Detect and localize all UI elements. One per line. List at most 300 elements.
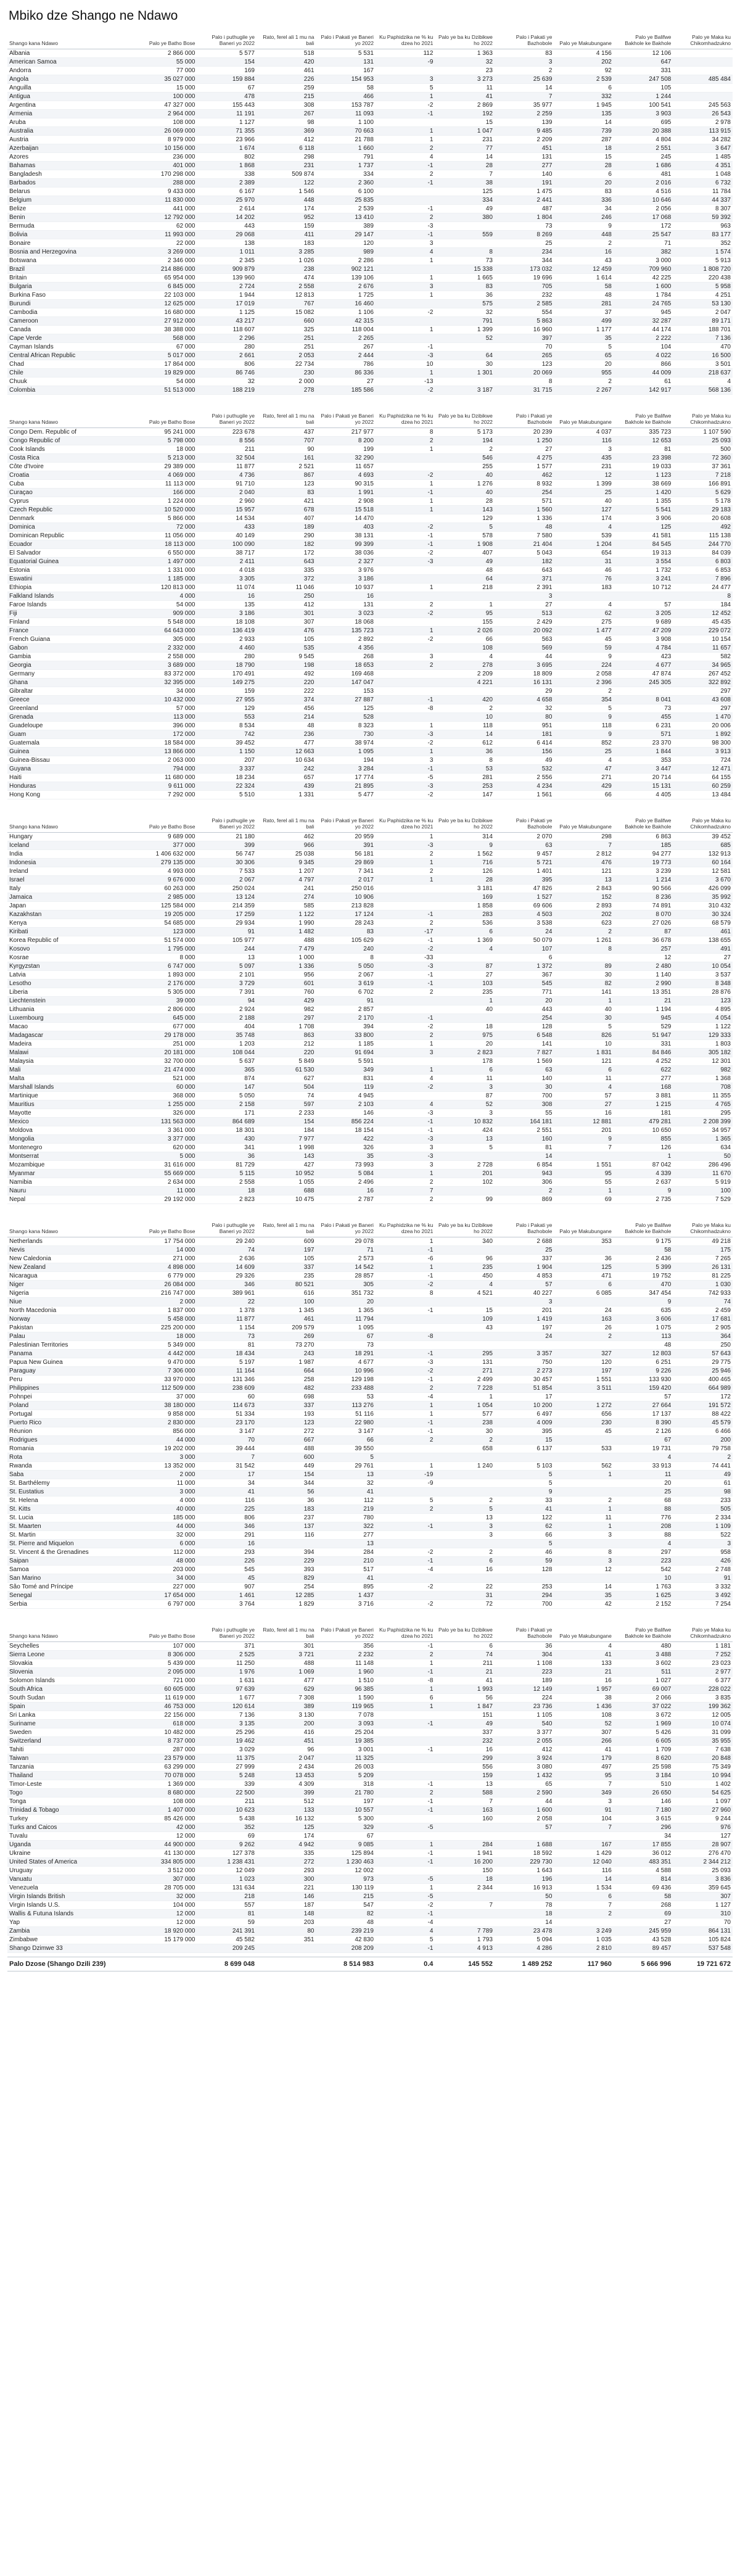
table-cell: 241 <box>257 885 316 893</box>
country-name: Myanmar <box>7 1170 138 1178</box>
country-name: Korea Republic of <box>7 936 138 945</box>
country-name: Georgia <box>7 661 138 670</box>
country-table <box>7 1220 733 1609</box>
table-cell: 1 363 <box>435 49 494 58</box>
country-name: Niue <box>7 1298 138 1307</box>
table-cell: 448 <box>554 231 613 239</box>
column-header: Ku Paphidzika ne % ku dzea ho 2021 <box>376 411 435 428</box>
table-cell: 2 <box>495 67 554 75</box>
table-cell: 19 731 <box>614 1445 673 1453</box>
table-cell: 397 <box>495 334 554 343</box>
table-cell: 7 078 <box>316 1711 375 1720</box>
table-row <box>7 1583 733 1591</box>
table-cell: 5 178 <box>673 497 733 506</box>
table-row <box>7 867 733 876</box>
country-name: Belize <box>7 205 138 213</box>
table-cell: 616 <box>257 1289 316 1298</box>
header-row <box>7 411 733 428</box>
total-cell: 5 666 996 <box>614 1957 673 1971</box>
table-cell: 2 170 <box>316 1014 375 1023</box>
table-cell: -1 <box>376 1427 435 1436</box>
table-cell: 1 331 <box>257 791 316 799</box>
table-cell: 2 053 <box>257 352 316 360</box>
table-row <box>7 1410 733 1419</box>
table-cell: 5 913 <box>673 257 733 265</box>
table-row <box>7 1867 733 1875</box>
table-cell: 2 539 <box>316 205 375 213</box>
table-cell: 70 <box>197 1436 256 1445</box>
table-row <box>7 110 733 118</box>
table-cell: 3 672 <box>614 1711 673 1720</box>
table-cell: 67 <box>614 1436 673 1445</box>
table-cell: 1 369 000 <box>138 1780 197 1789</box>
table-cell: 351 732 <box>316 1289 375 1298</box>
table-cell: 66 <box>495 1531 554 1540</box>
table-cell: 112 509 000 <box>138 1384 197 1393</box>
table-row <box>7 75 733 84</box>
country-name: Ethiopia <box>7 584 138 592</box>
table-cell: 16 <box>197 592 256 601</box>
country-name: Senegal <box>7 1591 138 1600</box>
table-cell: 2 <box>376 213 435 222</box>
country-name: Zambia <box>7 1927 138 1936</box>
table-cell: 3 <box>673 1540 733 1548</box>
table-cell: 1 075 <box>614 1324 673 1332</box>
table-cell: 2 823 <box>435 1049 494 1057</box>
table-cell: 909 000 <box>138 609 197 618</box>
table-cell: 14 <box>554 1875 613 1884</box>
table-row <box>7 101 733 110</box>
table-row <box>7 136 733 144</box>
table-row <box>7 1496 733 1505</box>
country-name: Guadeloupe <box>7 722 138 730</box>
table-cell: -9 <box>376 1479 435 1488</box>
table-row <box>7 1694 733 1703</box>
table-cell: 8 348 <box>673 980 733 988</box>
table-cell: 14 <box>495 84 554 93</box>
table-cell: 50 <box>673 1152 733 1161</box>
table-cell: -1 <box>376 1642 435 1651</box>
table-row <box>7 575 733 584</box>
table-cell: 71 <box>614 239 673 248</box>
table-cell: 211 <box>197 1798 256 1806</box>
table-cell: 9 226 <box>614 1367 673 1376</box>
table-cell: 221 <box>257 1884 316 1893</box>
table-cell: 2 017 <box>316 876 375 885</box>
table-cell: 86 336 <box>316 369 375 378</box>
table-cell: 22 156 000 <box>138 1711 197 1720</box>
header-row <box>7 1625 733 1642</box>
table-cell: 215 <box>316 1893 375 1901</box>
table-cell: 399 <box>257 1789 316 1798</box>
table-cell: 185 <box>614 841 673 850</box>
country-name: Philippines <box>7 1384 138 1393</box>
table-cell: 3 721 <box>257 1651 316 1659</box>
table-cell: -17 <box>376 928 435 936</box>
table-cell: 23 170 <box>197 1419 256 1427</box>
table-cell: 108 <box>554 1711 613 1720</box>
table-cell: 113 <box>614 1332 673 1341</box>
table-cell: 3 <box>435 1083 494 1092</box>
table-cell: 201 <box>554 1126 613 1135</box>
table-cell: 295 <box>435 1350 494 1358</box>
table-cell: 55 000 <box>138 58 197 67</box>
table-cell: 8 200 <box>316 437 375 445</box>
table-cell: 2 823 <box>197 1195 256 1204</box>
table-cell: 536 <box>435 919 494 928</box>
table-cell: 38 669 <box>614 480 673 489</box>
country-name: Uganda <box>7 1841 138 1849</box>
table-cell: 12 881 <box>554 1118 613 1126</box>
table-cell: 2 843 <box>554 885 613 893</box>
table-cell: 955 <box>554 369 613 378</box>
country-name: Namibia <box>7 1178 138 1187</box>
table-cell: 254 <box>257 1583 316 1591</box>
country-name: Seychelles <box>7 1642 138 1651</box>
table-cell: 105 629 <box>316 936 375 945</box>
table-cell: 59 <box>197 1918 256 1927</box>
table-cell: 100 <box>257 1298 316 1307</box>
table-cell: 2 346 000 <box>138 257 197 265</box>
table-cell: 10 712 <box>614 584 673 592</box>
table-cell: 159 <box>435 1772 494 1780</box>
table-cell: 51 947 <box>614 1031 673 1040</box>
table-cell: 257 <box>614 945 673 954</box>
table-cell <box>435 1823 494 1832</box>
country-name: Niger <box>7 1281 138 1289</box>
table-cell: 12 <box>554 471 613 480</box>
table-cell: 8 070 <box>614 910 673 919</box>
table-cell: 1 803 <box>673 1040 733 1049</box>
country-name: North Macedonia <box>7 1307 138 1315</box>
table-cell: 4 275 <box>495 454 554 463</box>
table-cell: 57 <box>495 1823 554 1832</box>
table-cell: 10 832 <box>435 1118 494 1126</box>
table-cell: 65 954 000 <box>138 274 197 283</box>
table-cell: 814 <box>614 1875 673 1884</box>
column-header: Ku Paphidzika ne % ku dzea ho 2021 <box>376 1625 435 1642</box>
table-cell: 2 869 <box>435 101 494 110</box>
table-row <box>7 1936 733 1944</box>
table-cell: 1 534 <box>554 1884 613 1893</box>
table-cell: -1 <box>376 1350 435 1358</box>
table-cell: 780 <box>316 1514 375 1522</box>
table-cell: 1 990 <box>257 919 316 928</box>
table-cell: 152 <box>554 893 613 902</box>
table-cell: 1 674 <box>197 144 256 153</box>
table-cell: 2 459 <box>673 1307 733 1315</box>
table-cell: 2 634 000 <box>138 1178 197 1187</box>
table-cell: 38 717 <box>197 549 256 558</box>
table-row <box>7 841 733 850</box>
table-cell: 73 <box>197 1332 256 1341</box>
country-name: Madeira <box>7 1040 138 1049</box>
table-cell: 19 385 <box>316 1737 375 1746</box>
table-cell: 700 <box>495 1092 554 1100</box>
table-cell: 791 <box>316 153 375 162</box>
country-name: Slovenia <box>7 1668 138 1677</box>
table-cell: 12 000 <box>138 1918 197 1927</box>
table-cell: 826 <box>554 1031 613 1040</box>
table-cell: 277 <box>316 1531 375 1540</box>
table-cell: 239 219 <box>316 1927 375 1936</box>
table-cell: 34 <box>554 205 613 213</box>
country-name: Colombia <box>7 386 138 395</box>
table-cell: 104 <box>554 1815 613 1823</box>
table-cell: 198 <box>257 661 316 670</box>
table-cell: 12 005 <box>673 1711 733 1720</box>
table-cell: 1 837 000 <box>138 1307 197 1315</box>
table-cell: 18 108 <box>197 618 256 627</box>
table-cell: 18 291 <box>316 1350 375 1358</box>
table-cell: 245 <box>614 153 673 162</box>
table-row <box>7 687 733 696</box>
table-cell: 202 <box>554 58 613 67</box>
table-cell: 6 <box>554 170 613 179</box>
table-cell: 214 <box>257 713 316 722</box>
table-cell: 325 <box>257 326 316 334</box>
table-row <box>7 748 733 756</box>
table-cell: 4 797 <box>257 876 316 885</box>
country-name: Benin <box>7 213 138 222</box>
table-cell: 553 <box>197 713 256 722</box>
table-cell: 1 725 <box>316 291 375 300</box>
table-cell <box>376 1832 435 1841</box>
table-cell: 73 <box>614 704 673 713</box>
country-name: Cape Verde <box>7 334 138 343</box>
table-cell: 1 035 <box>554 1936 613 1944</box>
table-cell: 563 <box>495 635 554 644</box>
table-row <box>7 540 733 549</box>
table-cell: 142 917 <box>614 386 673 395</box>
table-cell: 2 558 000 <box>138 653 197 661</box>
table-row <box>7 1049 733 1057</box>
table-cell: 2 556 <box>495 774 554 782</box>
table-row <box>7 360 733 369</box>
table-cell: 31 099 <box>673 1728 733 1737</box>
country-name: Brazil <box>7 265 138 274</box>
table-cell: 28 <box>435 876 494 885</box>
table-cell: 481 <box>614 170 673 179</box>
table-cell: 2 208 399 <box>673 1118 733 1126</box>
table-cell: 36 <box>435 291 494 300</box>
table-cell: 4 251 <box>673 291 733 300</box>
table-cell: 218 637 <box>673 369 733 378</box>
table-cell: 1 892 <box>673 730 733 739</box>
table-cell: 21 788 <box>316 136 375 144</box>
table-cell: 20 <box>554 179 613 188</box>
table-cell: 352 <box>197 1823 256 1832</box>
table-cell: 25 204 <box>316 1728 375 1737</box>
table-cell: 49 <box>435 558 494 566</box>
column-header: Palo i Pakati ye Baneri yo 2022 <box>316 32 375 49</box>
table-cell: 3 501 <box>673 360 733 369</box>
country-name: Rodrigues <box>7 1436 138 1445</box>
country-name: Virgin Islands British <box>7 1893 138 1901</box>
table-cell: 56 181 <box>316 850 375 859</box>
table-cell: 16 960 <box>495 326 554 334</box>
table-row <box>7 196 733 205</box>
table-row <box>7 1161 733 1170</box>
table-cell <box>554 1393 613 1402</box>
table-cell: -3 <box>376 782 435 791</box>
table-cell: 5 000 <box>138 1152 197 1161</box>
table-cell: 67 <box>197 84 256 93</box>
table-cell: 2 661 <box>197 352 256 360</box>
table-cell: 250 016 <box>316 885 375 893</box>
table-cell: 39 452 <box>197 739 256 748</box>
table-cell: 4 895 <box>673 1005 733 1014</box>
table-cell: 1 301 <box>435 369 494 378</box>
table-cell: 63 <box>495 1066 554 1075</box>
table-cell: 14 <box>554 1583 613 1591</box>
table-cell: 2 812 <box>554 850 613 859</box>
table-cell: 1 407 000 <box>138 1806 197 1815</box>
table-cell <box>376 1711 435 1720</box>
table-cell: 411 <box>257 231 316 239</box>
table-cell: 281 <box>435 774 494 782</box>
table-cell: 159 420 <box>614 1384 673 1393</box>
table-cell: 100 <box>673 1187 733 1195</box>
table-cell: 209 245 <box>197 1944 256 1953</box>
table-cell: 1 831 <box>554 1049 613 1057</box>
table-cell: 4 <box>673 378 733 386</box>
table-cell: 3 <box>495 592 554 601</box>
table-cell: 22 734 <box>257 360 316 369</box>
table-cell: 3 377 000 <box>138 1135 197 1144</box>
table-cell: 228 022 <box>673 1685 733 1694</box>
table-row <box>7 1315 733 1324</box>
table-cell: 1 969 <box>614 1720 673 1728</box>
table-cell: 28 857 <box>316 1272 375 1281</box>
table-cell: 189 <box>495 1677 554 1685</box>
table-cell: 1 <box>376 876 435 885</box>
country-name: Sweden <box>7 1728 138 1737</box>
table-cell: 4 784 <box>614 644 673 653</box>
table-row <box>7 566 733 575</box>
table-cell: 155 443 <box>197 101 256 110</box>
table-cell: 30 306 <box>197 859 256 867</box>
table-cell: 61 <box>614 378 673 386</box>
table-row <box>7 1858 733 1867</box>
table-cell: 1 614 <box>554 274 613 283</box>
country-name: Israel <box>7 876 138 885</box>
country-table <box>7 32 733 395</box>
table-row <box>7 334 733 343</box>
table-cell: 60 000 <box>138 1083 197 1092</box>
country-name: Trinidad & Tobago <box>7 1806 138 1815</box>
table-cell: 230 <box>257 369 316 378</box>
table-cell: -1 <box>376 205 435 213</box>
table-cell: 25 038 <box>257 850 316 859</box>
table-cell: 32 <box>316 1479 375 1488</box>
table-cell: 11 375 <box>197 1754 256 1763</box>
table-cell: 40 <box>435 1005 494 1014</box>
table-cell: 9 689 <box>614 618 673 627</box>
table-cell: 34 282 <box>673 136 733 144</box>
table-cell: 30 <box>554 1014 613 1023</box>
table-cell: 1 215 <box>614 1100 673 1109</box>
table-cell: 3 <box>495 58 554 67</box>
table-cell <box>614 592 673 601</box>
table-cell: 297 <box>673 704 733 713</box>
table-cell: 2 <box>435 704 494 713</box>
table-cell: 3 492 <box>673 1591 733 1600</box>
table-cell: 8 534 <box>197 722 256 730</box>
table-cell: 1 908 <box>435 540 494 549</box>
country-name: Grenada <box>7 713 138 722</box>
table-cell: 57 <box>495 1281 554 1289</box>
column-header: Palo ye ba ku Dzibikwe ho 2022 <box>435 411 494 428</box>
table-cell: 1 <box>376 1040 435 1049</box>
table-cell: 430 <box>197 1135 256 1144</box>
table-cell: 103 <box>435 980 494 988</box>
country-name: Bermuda <box>7 222 138 231</box>
table-cell: 399 <box>197 841 256 850</box>
table-cell: 135 <box>554 110 613 118</box>
table-cell: -1 <box>376 1522 435 1531</box>
table-cell: 332 <box>554 93 613 101</box>
table-cell: 2 978 <box>673 118 733 127</box>
table-cell: 329 <box>316 1823 375 1832</box>
table-cell: 3 716 <box>316 1600 375 1609</box>
table-cell: -1 <box>376 1849 435 1858</box>
table-cell: 322 <box>316 1522 375 1531</box>
table-row <box>7 1711 733 1720</box>
table-row <box>7 1823 733 1832</box>
table-cell: -3 <box>376 222 435 231</box>
country-name: Paraguay <box>7 1367 138 1376</box>
country-name: Malaysia <box>7 1057 138 1066</box>
table-cell: 172 000 <box>138 730 197 739</box>
table-cell: 220 <box>257 1049 316 1057</box>
country-name: Congo Republic of <box>7 437 138 445</box>
table-cell: 100 090 <box>197 540 256 549</box>
table-cell: 28 705 000 <box>138 1884 197 1893</box>
table-cell: 521 000 <box>138 1075 197 1083</box>
table-cell: 855 <box>614 1135 673 1144</box>
table-cell: 25 835 <box>316 196 375 205</box>
table-cell: 84 545 <box>614 540 673 549</box>
table-cell: 5 <box>435 523 494 532</box>
table-cell: 81 <box>197 1341 256 1350</box>
country-name: Argentina <box>7 101 138 110</box>
table-cell: 1 497 000 <box>138 558 197 566</box>
table-cell: 4 516 <box>614 188 673 196</box>
table-cell: 22 103 000 <box>138 291 197 300</box>
table-cell: 3 908 <box>614 635 673 644</box>
table-cell: 27 999 <box>197 1763 256 1772</box>
table-cell: 517 <box>316 1566 375 1574</box>
table-cell: 6 <box>495 954 554 962</box>
column-header: Palo i Pakati ye Baneri yo 2022 <box>316 411 375 428</box>
table-cell: 5 <box>376 84 435 93</box>
country-name: Belarus <box>7 188 138 196</box>
table-row <box>7 308 733 317</box>
table-cell: 1 <box>376 748 435 756</box>
table-cell: 8 <box>495 378 554 386</box>
table-cell: 973 <box>316 1875 375 1884</box>
table-cell: 91 <box>673 1574 733 1583</box>
table-cell: 73 <box>435 257 494 265</box>
table-cell: 95 <box>554 1772 613 1780</box>
country-name: Congo Dem. Republic of <box>7 428 138 437</box>
table-cell: 4 <box>376 1100 435 1109</box>
table-cell: 149 275 <box>197 679 256 687</box>
table-row <box>7 1341 733 1350</box>
table-cell: 281 <box>554 300 613 308</box>
table-cell: 65 <box>554 352 613 360</box>
